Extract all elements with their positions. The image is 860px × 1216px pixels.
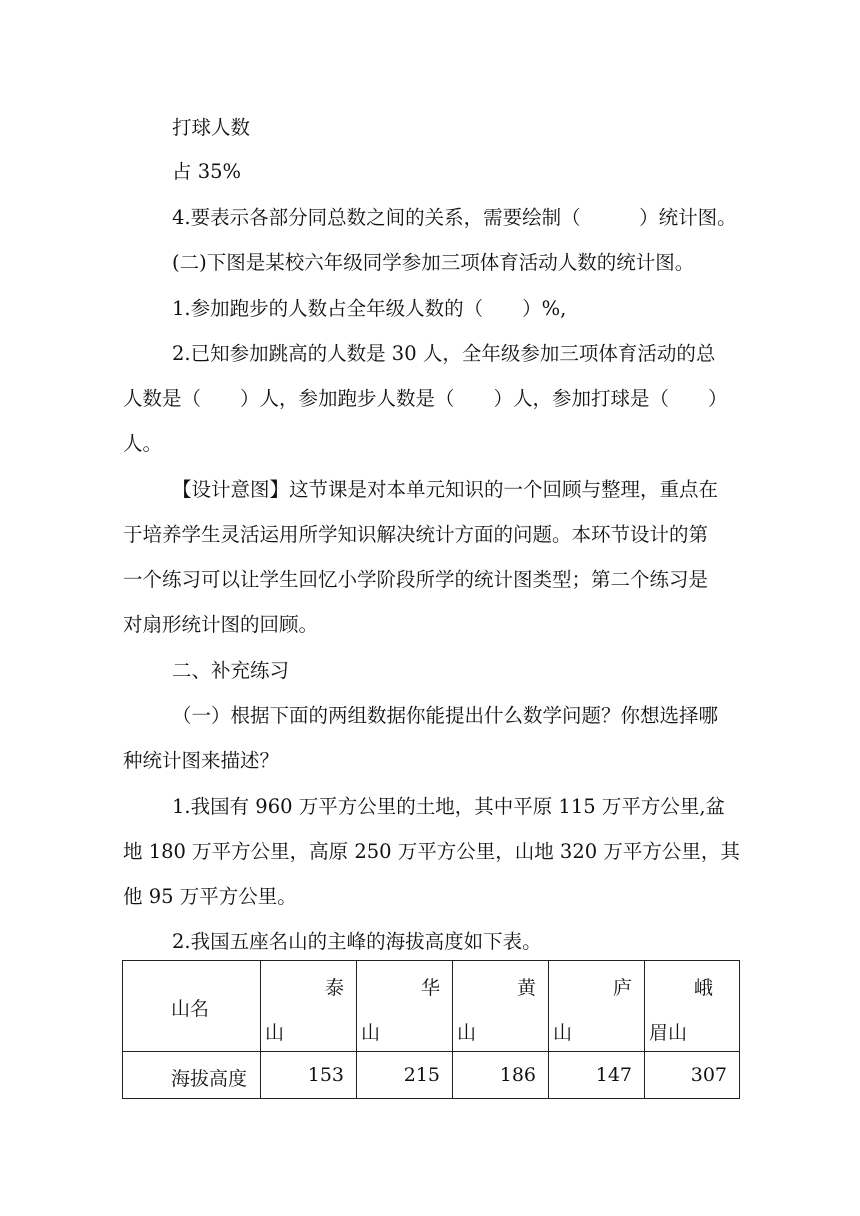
section-supplementary: 二、补充练习 [172,659,290,682]
height-cell [261,1052,357,1099]
land-data-end: 他 95 万平方公里。 [123,885,297,908]
table-header-cell [357,961,453,1052]
height-cell [549,1052,645,1099]
land-data-cont: 地 180 万平方公里，高原 250 万平方公里，山地 320 万平方公里，其 [123,840,740,863]
exercise-1-intro-cont: 种统计图来描述？ [123,749,280,772]
text-line: 打球人数 [172,116,251,139]
mountain-name-part: 山 [553,1022,573,1044]
land-data: 1.我国有 960 万平方公里的土地，其中平原 115 万平方公里,盆 [172,795,726,818]
design-intent: 【设计意图】这节课是对本单元知识的一个回顾与整理，重点在 [172,478,719,501]
mountain-name-part: 峨 [693,977,713,999]
mountain-name-part: 山 [265,1022,285,1044]
mountain-name-part: 山 [457,1022,477,1044]
exercise-1-intro: （一）根据下面的两组数据你能提出什么数学问题？你想选择哪 [172,704,719,727]
question-1: 1.参加跑步的人数占全年级人数的（ ）%, [172,297,567,320]
mountain-height-table [122,960,740,1099]
height-cell [453,1052,549,1099]
height-value: 186 [499,1064,536,1086]
design-intent-cont: 于培养学生灵活运用所学知识解决统计方面的问题。本环节设计的第 [123,523,709,546]
height-value: 215 [403,1064,440,1086]
table-header-cell [549,961,645,1052]
table-header-cell [453,961,549,1052]
table-header-label-cell [123,961,261,1052]
question-4: 4.要表示各部分同总数之间的关系，需要绘制（ ）统计图。 [172,206,737,229]
mountain-name-part: 山 [361,1022,381,1044]
section-heading-2: (二)下图是某校六年级同学参加三项体育活动人数的统计图。 [172,251,695,274]
table-header-cell [645,961,740,1052]
table-row [123,1052,740,1099]
design-intent-end: 对扇形统计图的回顾。 [123,613,319,636]
mountain-name-part: 泰 [324,977,344,999]
mountain-name-part: 黄 [516,977,536,999]
row-label: 海拔高度 [171,1068,248,1090]
table-header-row [123,961,740,1052]
mountain-intro: 2.我国五座名山的主峰的海拔高度如下表。 [172,930,542,953]
mountain-name-part: 华 [420,977,440,999]
height-cell [357,1052,453,1099]
text-line: 占 35% [172,160,242,183]
question-2-cont: 人数是（ ）人，参加跑步人数是（ ）人，参加打球是（ ） [123,387,728,410]
table-header-cell [261,961,357,1052]
height-cell [645,1052,740,1099]
height-value: 307 [690,1064,727,1086]
mountain-name-part: 庐 [612,977,632,999]
design-intent-cont: 一个练习可以让学生回忆小学阶段所学的统计图类型；第二个练习是 [123,568,709,591]
row-label-cell [123,1052,261,1099]
header-label: 山名 [171,998,210,1020]
height-value: 153 [307,1064,344,1086]
question-2: 2.已知参加跳高的人数是 30 人，全年级参加三项体育活动的总 [172,342,716,365]
mountain-name-part: 眉山 [649,1022,688,1044]
height-value: 147 [595,1064,632,1086]
question-2-end: 人。 [123,432,163,455]
